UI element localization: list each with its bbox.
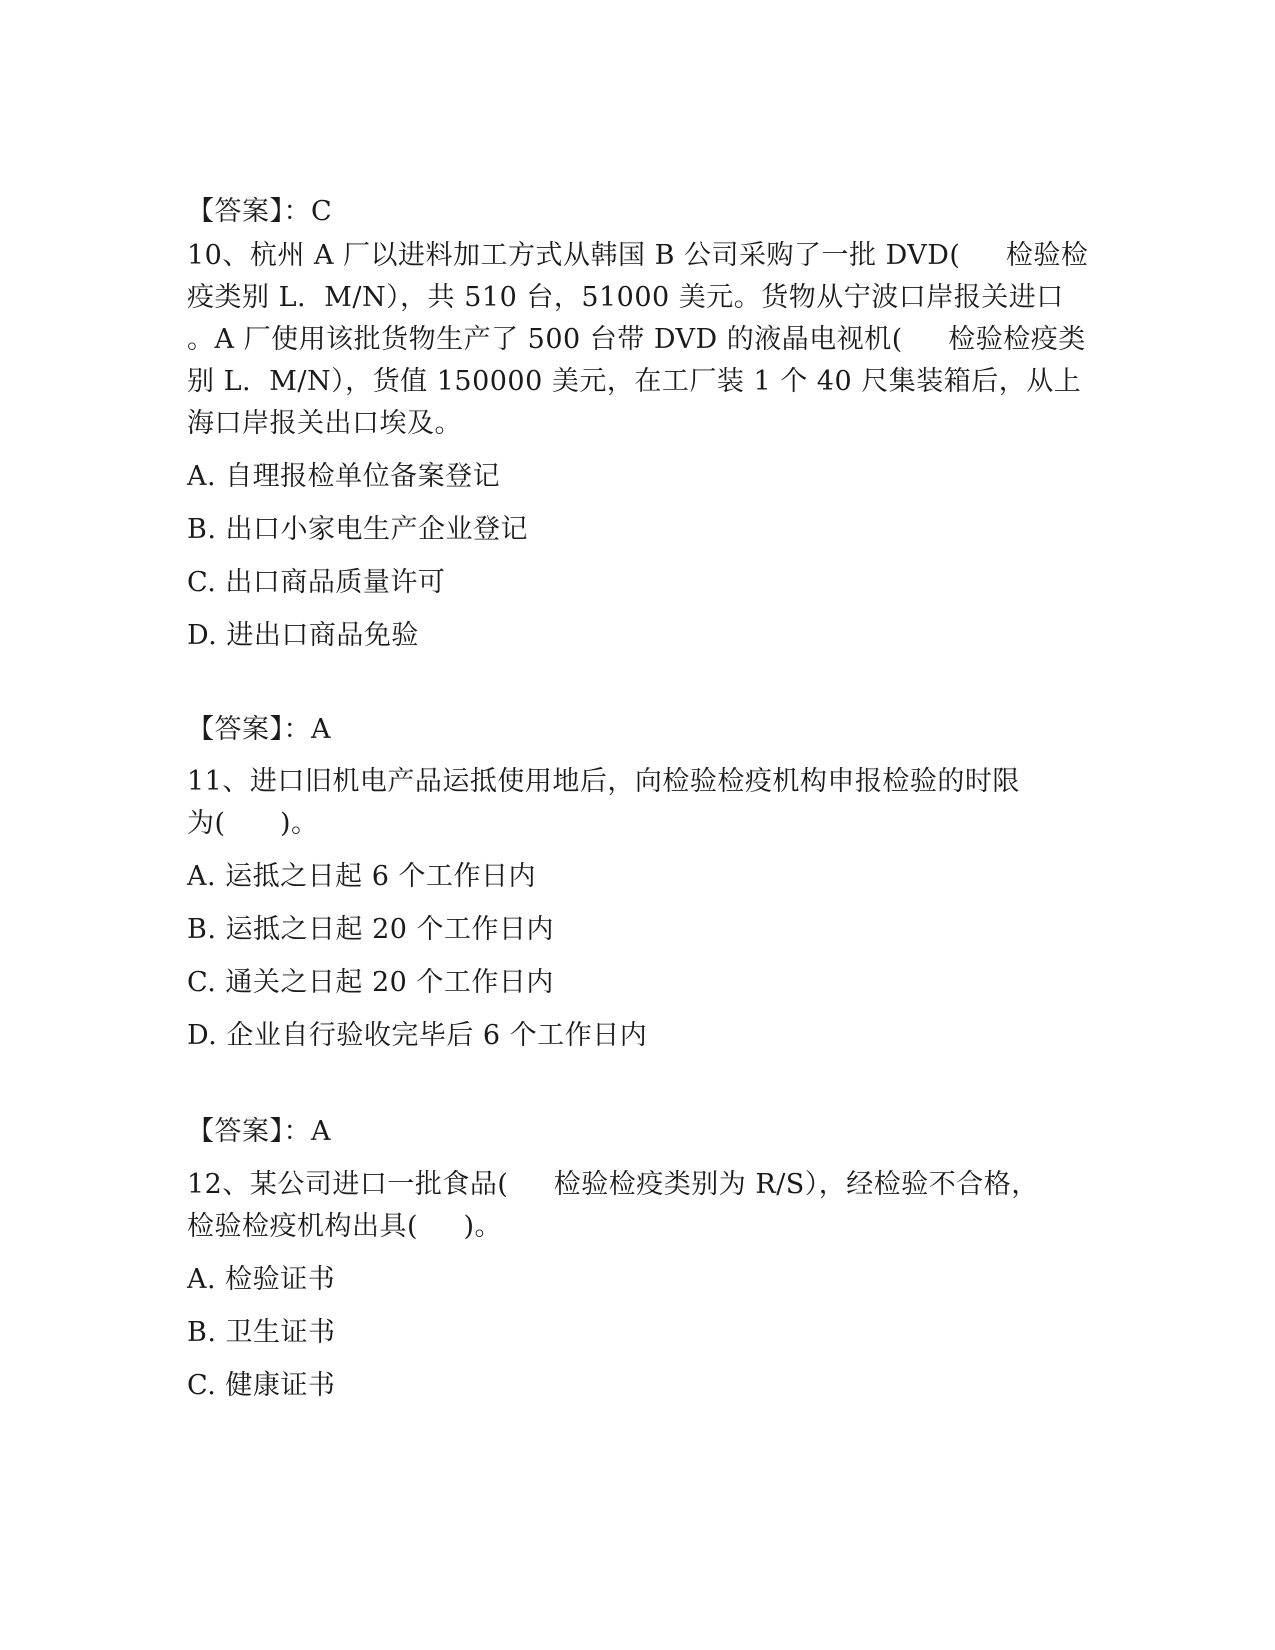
question-text-line: 为( )。: [187, 808, 319, 839]
question-text-line: 12、某公司进口一批食品( 检验检疫类别为 R/S），经检验不合格，: [187, 1169, 1039, 1200]
option-b: B. 出口小家电生产企业登记: [187, 514, 529, 545]
option-b: B. 卫生证书: [187, 1317, 336, 1348]
option-a: A. 检验证书: [187, 1264, 336, 1295]
question-text-line: 检验检疫机构出具( )。: [187, 1211, 502, 1242]
question-text-line: 10、杭州 A 厂以进料加工方式从韩国 B 公司采购了一批 DVD( 检验检: [187, 240, 1089, 271]
option-b: B. 运抵之日起 20 个工作日内: [187, 914, 555, 945]
question-text-line: 别 L. M/N），货值 150000 美元，在工厂装 1 个 40 尺集装箱后，从上: [187, 366, 1082, 397]
question-text-line: 。A 厂使用该批货物生产了 500 台带 DVD 的液晶电视机( 检验检疫类: [187, 324, 1086, 355]
answer-line: 【答案】：A: [187, 1116, 331, 1147]
question-text-line: 海口岸报关出口埃及。: [187, 408, 462, 439]
answer-line: 【答案】：A: [187, 714, 331, 745]
option-a: A. 运抵之日起 6 个工作日内: [187, 861, 537, 892]
question-text-line: 11、进口旧机电产品运抵使用地后，向检验检疫机构申报检验的时限: [187, 766, 1020, 797]
option-a: A. 自理报检单位备案登记: [187, 461, 501, 492]
option-d: D. 进出口商品免验: [187, 620, 419, 651]
option-c: C. 健康证书: [187, 1370, 336, 1401]
question-text-line: 疫类别 L. M/N），共 510 台，51000 美元。货物从宁波口岸报关进口: [187, 282, 1064, 313]
option-d: D. 企业自行验收完毕后 6 个工作日内: [187, 1020, 648, 1051]
option-c: C. 出口商品质量许可: [187, 567, 446, 598]
option-c: C. 通关之日起 20 个工作日内: [187, 967, 554, 998]
answer-line: 【答案】：C: [187, 196, 333, 227]
